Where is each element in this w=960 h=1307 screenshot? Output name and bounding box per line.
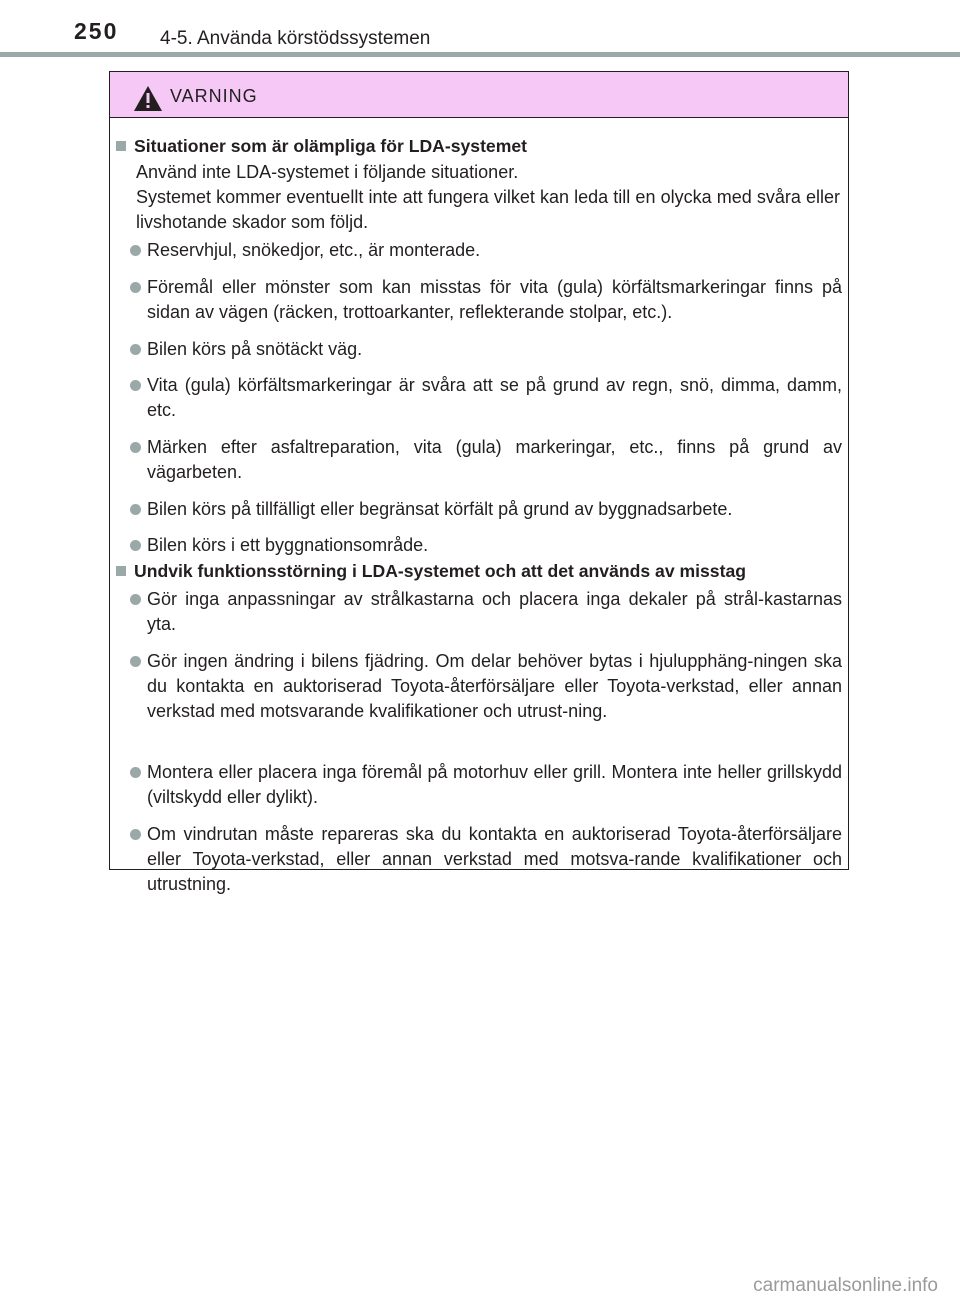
warning-label: VARNING [170,86,258,106]
list-item-text: Bilen körs på snötäckt väg. [147,339,363,359]
list-item-text: Märken efter asfaltreparation, vita (gula) markeringar, etc., finns på grund av vägarbeten. [147,437,842,482]
square-bullet-icon [116,141,126,151]
watermark: carmanualsonline.info [753,1275,938,1296]
bullet-dot-icon [130,594,141,605]
list-item [130,497,842,522]
bullet-dot-icon [130,656,141,667]
bullet-dot-icon [130,767,141,778]
bullet-dot-icon [130,380,141,391]
bullet-dot-icon [130,504,141,515]
list-item [130,587,842,637]
bullet-dot-icon [130,245,141,256]
section-heading-text: Undvik funktionsstörning i LDA-systemet och att det används av misstag [134,561,746,581]
list-item [130,533,842,558]
list-item-text: Bilen körs på tillfälligt eller begränsat körfält på grund av byggnadsarbete. [147,499,733,519]
page-header [0,0,960,49]
bullet-dot-icon [130,442,141,453]
warning-header [110,72,848,118]
warning-box [109,71,849,894]
list-item-text: Bilen körs i ett byggnationsområde. [147,535,429,555]
list-item [130,760,842,810]
list-item-text: Om vindrutan måste repareras ska du kontakta en auktoriserad Toyota-återförsäljare eller Toyota-verkstad, eller annan verkstad med motsva-rande kvalifikationer och utrustning. [147,824,842,894]
warning-triangle-icon [133,85,163,112]
list-item [130,435,842,485]
list-item [130,822,842,897]
list-item [130,373,842,423]
section-heading-text: Situationer som är olämpliga för LDA-systemet [134,136,528,156]
list-item-text: Gör ingen ändring i bilens fjädring. Om delar behöver bytas i hjulupphäng-ningen ska du kontakta en auktoriserad Toyota-återförsäljare eller Toyota-verkstad, eller annan verkstad med motsvarande kvalifikationer och utrust-ning. [147,651,842,721]
list-item [130,275,842,325]
page-number: 250 [74,18,119,44]
intro-paragraph: Använd inte LDA-systemet i följande situationer. [136,162,519,182]
list-item-text: Föremål eller mönster som kan misstas för vita (gula) körfältsmarkeringar finns på sidan av vägen (räcken, trottoarkanter, reflekterande stolpar, etc.). [147,277,842,322]
bullet-dot-icon [130,540,141,551]
square-bullet-icon [116,566,126,576]
list-item-text: Vita (gula) körfältsmarkeringar är svåra att se på grund av regn, snö, dimma, damm, etc. [147,375,842,420]
bullet-dot-icon [130,344,141,355]
intro-paragraph: Systemet kommer eventuellt inte att fungera vilket kan leda till en olycka med svåra eller livshotande skador som följd. [136,187,840,232]
list-item [130,238,842,263]
list-item-text: Reservhjul, snökedjor, etc., är monterade. [147,240,481,260]
list-item-text: Montera eller placera inga föremål på motorhuv eller grill. Montera inte heller grillskydd (viltskydd eller dylikt). [147,762,842,807]
list-item-text: Gör inga anpassningar av strålkastarna och placera inga dekaler på strål-kastarnas yta. [147,589,842,634]
section-heading [116,134,527,158]
bullet-dot-icon [130,829,141,840]
header-rule [0,52,960,57]
list-item [130,337,842,362]
bullet-dot-icon [130,282,141,293]
section-title: 4-5. Använda körstödssystemen [160,28,431,49]
list-item [130,649,842,724]
section-heading [116,559,746,583]
